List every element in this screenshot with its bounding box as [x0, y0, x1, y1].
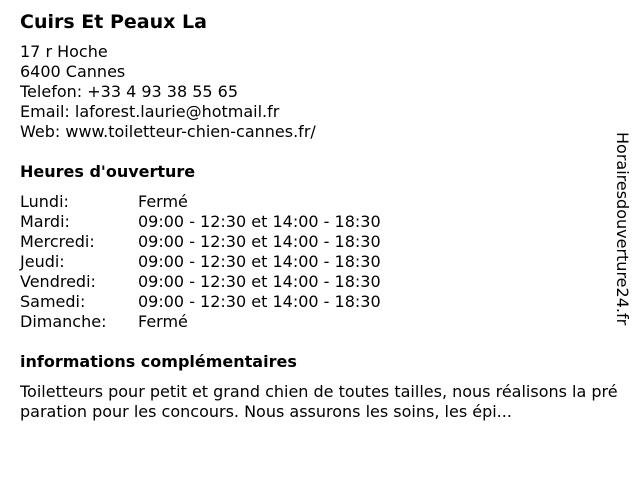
- hours-row-dimanche: [20, 312, 620, 332]
- hours-table: [20, 192, 620, 332]
- hours-time: 09:00 - 12:30 et 14:00 - 18:30: [138, 232, 381, 251]
- hours-row-vendredi: [20, 272, 620, 292]
- hours-day: Mardi:: [20, 212, 70, 231]
- hours-time: 09:00 - 12:30 et 14:00 - 18:30: [138, 292, 381, 311]
- info-text: Toiletteurs pour petit et grand chien de toutes tailles, nous réalisons la préparation pour les concours. Nous assurons les soins, les épi...: [20, 382, 618, 421]
- hours-heading: Heures d'ouverture: [20, 162, 196, 181]
- hours-day: Jeudi:: [20, 252, 65, 271]
- hours-time: Fermé: [138, 312, 188, 331]
- hours-row-samedi: [20, 292, 620, 312]
- address-city: 6400 Cannes: [20, 62, 126, 81]
- email-line: Email: laforest.laurie@hotmail.fr: [20, 102, 280, 121]
- hours-day: Dimanche:: [20, 312, 107, 331]
- hours-time: 09:00 - 12:30 et 14:00 - 18:30: [138, 212, 381, 231]
- web-line: Web: www.toiletteur-chien-cannes.fr/: [20, 122, 316, 141]
- info-heading: informations complémentaires: [20, 352, 297, 371]
- hours-time: Fermé: [138, 192, 188, 211]
- hours-row-lundi: [20, 192, 620, 212]
- hours-day: Mercredi:: [20, 232, 95, 251]
- business-name: Cuirs Et Peaux La: [20, 11, 207, 33]
- hours-day: Samedi:: [20, 292, 86, 311]
- hours-time: 09:00 - 12:30 et 14:00 - 18:30: [138, 272, 381, 291]
- hours-row-jeudi: [20, 252, 620, 272]
- hours-time: 09:00 - 12:30 et 14:00 - 18:30: [138, 252, 381, 271]
- hours-row-mercredi: [20, 232, 620, 252]
- address-street: 17 r Hoche: [20, 42, 108, 61]
- business-card: [20, 10, 620, 422]
- phone-line: Telefon: +33 4 93 38 55 65: [20, 82, 239, 101]
- hours-row-mardi: [20, 212, 620, 232]
- hours-day: Vendredi:: [20, 272, 96, 291]
- watermark-label: Horairesdouverture24.fr: [613, 132, 632, 326]
- hours-day: Lundi:: [20, 192, 69, 211]
